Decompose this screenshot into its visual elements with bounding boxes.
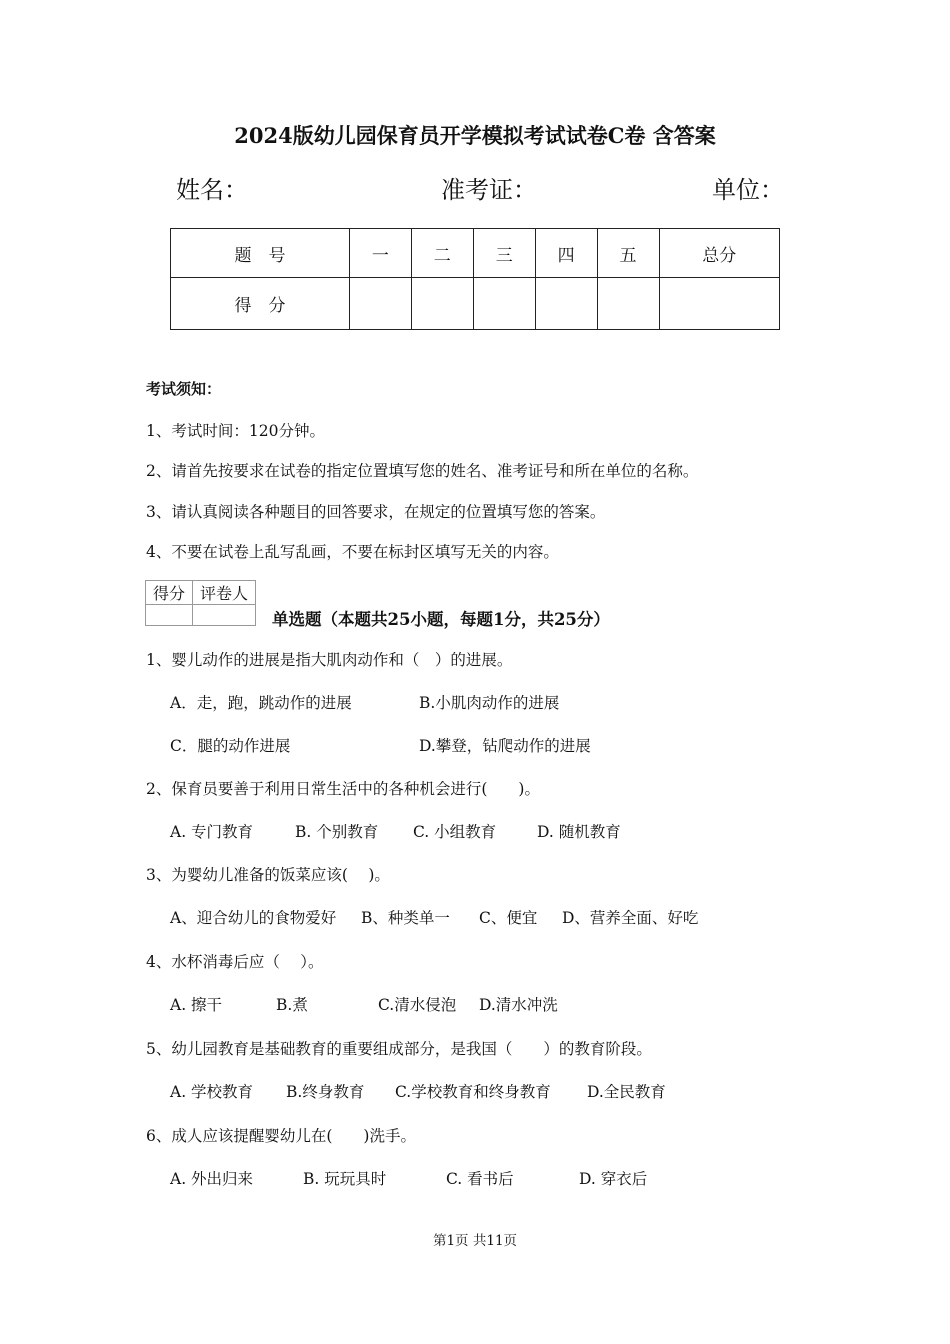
- notice-item: 2、请首先按要求在试卷的指定位置填写您的姓名、准考证号和所在单位的名称。: [146, 462, 699, 480]
- score-cell[interactable]: [349, 278, 411, 330]
- section-title: 单选题（本题共25小题，每题1分，共25分）: [272, 610, 610, 629]
- notice-item: 3、请认真阅读各种题目的回答要求，在规定的位置填写您的答案。: [146, 503, 606, 521]
- grader-reviewer-cell[interactable]: [193, 605, 256, 626]
- score-row-label: 得 分: [171, 278, 350, 330]
- notice-item: 4、不要在试卷上乱写乱画，不要在标封区填写无关的内容。: [146, 543, 559, 561]
- score-table-header-cell: 总分: [659, 229, 779, 278]
- question-text: 6、成人应该提醒婴幼儿在( )洗手。: [146, 1127, 416, 1145]
- score-cell[interactable]: [535, 278, 597, 330]
- score-cell[interactable]: [411, 278, 473, 330]
- score-table-header-row: [171, 229, 780, 278]
- score-table-header-cell: 五: [597, 229, 659, 278]
- question-option: C. 小组教育: [413, 823, 497, 841]
- question-option: A．走，跑，跳动作的进展: [170, 694, 352, 712]
- score-table-header-cell: 二: [411, 229, 473, 278]
- question-option: D. 穿衣后: [579, 1170, 648, 1188]
- score-table-header-cell: 题 号: [171, 229, 350, 278]
- question-option: D. 随机教育: [537, 823, 621, 841]
- question-text: 5、幼儿园教育是基础教育的重要组成部分，是我国（ ）的教育阶段。: [146, 1040, 652, 1058]
- question-option: A、迎合幼儿的食物爱好: [170, 909, 337, 927]
- question-option: B、种类单一: [361, 909, 450, 927]
- score-table-header-cell: 三: [473, 229, 535, 278]
- score-table-header-cell: 四: [535, 229, 597, 278]
- grader-reviewer-label: 评卷人: [193, 581, 256, 605]
- question-text: 1、婴儿动作的进展是指大肌肉动作和（ ）的进展。: [146, 651, 513, 669]
- question-option: A. 外出归来: [170, 1170, 254, 1188]
- score-cell[interactable]: [597, 278, 659, 330]
- question-option: A. 擦干: [170, 996, 223, 1014]
- page-footer: 第1页 共11页: [432, 1233, 518, 1249]
- question-option: C.学校教育和终身教育: [395, 1083, 551, 1101]
- unit-field-label: 单位：: [712, 176, 784, 204]
- score-cell[interactable]: [659, 278, 779, 330]
- question-option: B.小肌肉动作的进展: [419, 694, 560, 712]
- question-option: D、营养全面、好吃: [562, 909, 699, 927]
- question-text: 4、水杯消毒后应（ ）。: [146, 953, 324, 971]
- question-option: C．腿的动作进展: [170, 737, 291, 755]
- score-table-header-cell: 一: [349, 229, 411, 278]
- question-option: C. 看书后: [446, 1170, 514, 1188]
- grader-box: [145, 580, 256, 626]
- question-option: B.终身教育: [286, 1083, 365, 1101]
- question-option: B.煮: [276, 996, 308, 1014]
- exam-id-field-label: 准考证：: [441, 176, 537, 204]
- question-option: D.全民教育: [587, 1083, 666, 1101]
- exam-title: 2024版幼儿园保育员开学模拟考试试卷C卷 含答案: [234, 123, 716, 148]
- question-option: A. 专门教育: [170, 823, 254, 841]
- score-cell[interactable]: [473, 278, 535, 330]
- question-text: 2、保育员要善于利用日常生活中的各种机会进行( )。: [146, 780, 540, 798]
- question-option: B. 个别教育: [295, 823, 379, 841]
- question-option: C.清水侵泡: [378, 996, 457, 1014]
- notice-heading: 考试须知：: [146, 380, 222, 398]
- question-option: C、便宜: [479, 909, 538, 927]
- score-table-score-row: [171, 278, 780, 330]
- question-text: 3、为婴幼儿准备的饭菜应该( )。: [146, 866, 390, 884]
- question-option: D.攀登，钻爬动作的进展: [419, 737, 591, 755]
- question-option: B. 玩玩具时: [303, 1170, 387, 1188]
- score-table: [170, 228, 780, 330]
- question-option: A. 学校教育: [170, 1083, 254, 1101]
- grader-score-label: 得分: [146, 581, 193, 605]
- name-field-label: 姓名：: [176, 176, 248, 204]
- notice-item: 1、考试时间：120分钟。: [146, 422, 325, 440]
- question-option: D.清水冲洗: [479, 996, 558, 1014]
- grader-score-cell[interactable]: [146, 605, 193, 626]
